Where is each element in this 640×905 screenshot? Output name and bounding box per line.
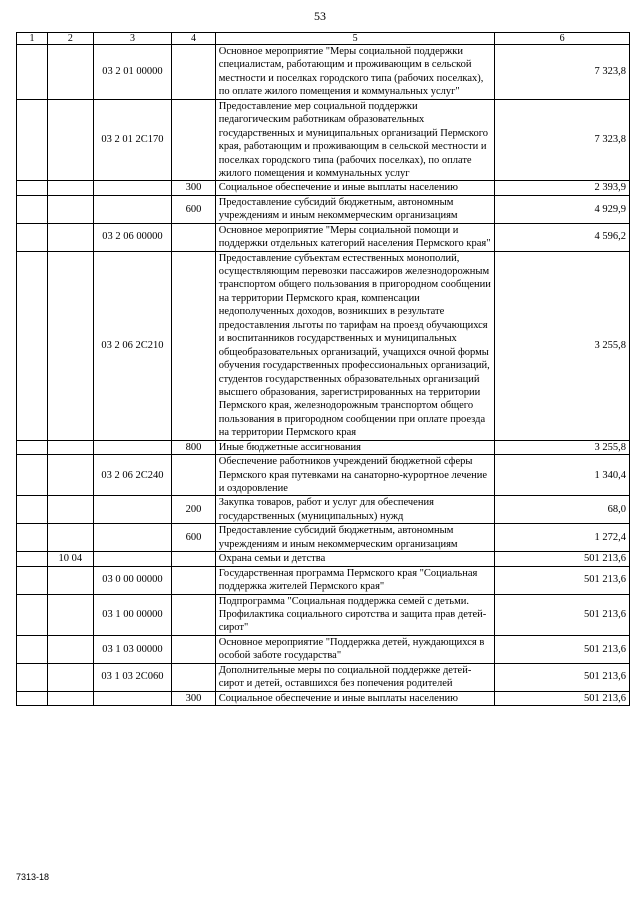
cell-amount: 501 213,6 [495,635,630,663]
cell-section-code [48,223,94,251]
cell-description: Предоставление субсидий бюджетным, автономным учреждениям и иным некоммерческим организациям [215,195,495,223]
cell-section-code [48,594,94,635]
cell-amount: 501 213,6 [495,566,630,594]
cell-target-code [93,181,172,195]
table-row [17,496,630,524]
cell-description: Социальное обеспечение и иные выплаты населению [215,181,495,195]
cell-target-code: 03 1 00 00000 [93,594,172,635]
table-row [17,195,630,223]
cell-description: Дополнительные меры по социальной поддержке детей-сирот и детей, оставшихся без попечения родителей [215,663,495,691]
table-row [17,566,630,594]
cell-col1 [17,181,48,195]
cell-expense-type [172,552,215,566]
cell-section-code [48,99,94,181]
cell-expense-type: 800 [172,440,215,454]
cell-col1 [17,45,48,100]
cell-col1 [17,251,48,440]
cell-expense-type: 600 [172,524,215,552]
cell-section-code [48,566,94,594]
table-row [17,663,630,691]
table-row [17,181,630,195]
cell-amount: 501 213,6 [495,691,630,705]
cell-col1 [17,594,48,635]
cell-target-code [93,195,172,223]
budget-table [16,32,630,706]
cell-col1 [17,566,48,594]
cell-expense-type [172,663,215,691]
cell-description: Охрана семьи и детства [215,552,495,566]
cell-section-code [48,251,94,440]
cell-expense-type [172,223,215,251]
cell-expense-type [172,455,215,496]
cell-amount: 4 596,2 [495,223,630,251]
cell-col1 [17,552,48,566]
cell-description: Предоставление субъектам естественных монополий, осуществляющим перевозки пассажиров железнодорожным транспортом общего пользования в пригородном сообщении на территории Пермского края, компенсации недополученных доходов, возникших в результате предоставления льготы по тарифам на проезд обучающихся и воспитанников государственных и муниципальных общеобразовательных организаций, учащихся очной формы обучения государственных профессиональных организаций, студентов государственных образовательных организаций высшего образования, зарегистрированных на территории Пермского края, железнодорожным транспортом общего пользования в пригородном сообщении при оплате проезда на территории Пермского края [215,251,495,440]
cell-col1 [17,223,48,251]
cell-section-code [48,691,94,705]
cell-expense-type [172,594,215,635]
cell-section-code [48,496,94,524]
table-row [17,455,630,496]
cell-description: Подпрограмма "Социальная поддержка семей с детьми. Профилактика социального сиротства и защита прав детей-сирот" [215,594,495,635]
cell-amount: 3 255,8 [495,251,630,440]
table-row [17,45,630,100]
cell-description: Предоставление мер социальной поддержки педагогическим работникам образовательных государственных и муниципальных организаций Пермского края, работающим и проживающим в сельской местности и поселках городского типа (рабочих поселках), по оплате жилого помещения и коммунальных услуг [215,99,495,181]
cell-target-code [93,691,172,705]
cell-section-code [48,45,94,100]
cell-description: Иные бюджетные ассигнования [215,440,495,454]
cell-section-code [48,635,94,663]
cell-description: Основное мероприятие "Меры социальной поддержки специалистам, работающим и проживающим в сельской местности и поселках городского типа (рабочих поселках), по оплате жилого помещения и коммунальных услуг" [215,45,495,100]
cell-expense-type [172,45,215,100]
cell-description: Обеспечение работников учреждений бюджетной сферы Пермского края путевками на санаторно-курортное лечение и оздоровление [215,455,495,496]
cell-target-code [93,552,172,566]
cell-section-code [48,195,94,223]
cell-amount: 68,0 [495,496,630,524]
table-row [17,251,630,440]
cell-amount: 1 340,4 [495,455,630,496]
cell-section-code [48,455,94,496]
column-header-5: 5 [215,33,495,45]
cell-expense-type [172,566,215,594]
cell-description: Основное мероприятие "Меры социальной помощи и поддержки отдельных категорий населения Пермского края" [215,223,495,251]
cell-target-code: 03 2 01 00000 [93,45,172,100]
cell-col1 [17,524,48,552]
cell-target-code: 03 0 00 00000 [93,566,172,594]
cell-target-code: 03 2 06 2С240 [93,455,172,496]
cell-col1 [17,440,48,454]
cell-col1 [17,496,48,524]
cell-target-code: 03 2 06 00000 [93,223,172,251]
cell-target-code [93,496,172,524]
cell-col1 [17,663,48,691]
table-row [17,524,630,552]
table-row [17,223,630,251]
cell-expense-type [172,99,215,181]
cell-section-code: 10 04 [48,552,94,566]
document-code: 7313-18 [16,872,50,882]
cell-amount: 501 213,6 [495,552,630,566]
cell-expense-type: 300 [172,181,215,195]
cell-col1 [17,455,48,496]
table-row [17,99,630,181]
cell-description: Закупка товаров, работ и услуг для обеспечения государственных (муниципальных) нужд [215,496,495,524]
cell-col1 [17,99,48,181]
cell-amount: 501 213,6 [495,663,630,691]
cell-section-code [48,440,94,454]
cell-description: Государственная программа Пермского края "Социальная поддержка жителей Пермского края" [215,566,495,594]
cell-target-code: 03 2 01 2С170 [93,99,172,181]
cell-target-code: 03 1 03 2С060 [93,663,172,691]
cell-col1 [17,195,48,223]
page-number: 53 [314,9,326,23]
cell-expense-type: 300 [172,691,215,705]
cell-section-code [48,524,94,552]
cell-target-code [93,440,172,454]
table-row [17,440,630,454]
cell-section-code [48,181,94,195]
column-header-3: 3 [93,33,172,45]
table-row [17,635,630,663]
cell-col1 [17,691,48,705]
cell-target-code: 03 1 03 00000 [93,635,172,663]
cell-amount: 7 323,8 [495,45,630,100]
column-header-4: 4 [172,33,215,45]
column-header-6: 6 [495,33,630,45]
table-row [17,691,630,705]
cell-amount: 4 929,9 [495,195,630,223]
cell-description: Предоставление субсидий бюджетным, автономным учреждениям и иным некоммерческим организациям [215,524,495,552]
column-header-2: 2 [48,33,94,45]
cell-amount: 3 255,8 [495,440,630,454]
cell-target-code: 03 2 06 2С210 [93,251,172,440]
cell-expense-type [172,635,215,663]
cell-description: Основное мероприятие "Поддержка детей, нуждающихся в особой заботе государства" [215,635,495,663]
table-row [17,594,630,635]
cell-target-code [93,524,172,552]
cell-col1 [17,635,48,663]
cell-expense-type [172,251,215,440]
cell-description: Социальное обеспечение и иные выплаты населению [215,691,495,705]
cell-expense-type: 600 [172,195,215,223]
cell-expense-type: 200 [172,496,215,524]
table-row [17,552,630,566]
cell-amount: 7 323,8 [495,99,630,181]
cell-amount: 2 393,9 [495,181,630,195]
column-header-1: 1 [17,33,48,45]
table-header-row [17,33,630,45]
cell-amount: 501 213,6 [495,594,630,635]
cell-section-code [48,663,94,691]
cell-amount: 1 272,4 [495,524,630,552]
